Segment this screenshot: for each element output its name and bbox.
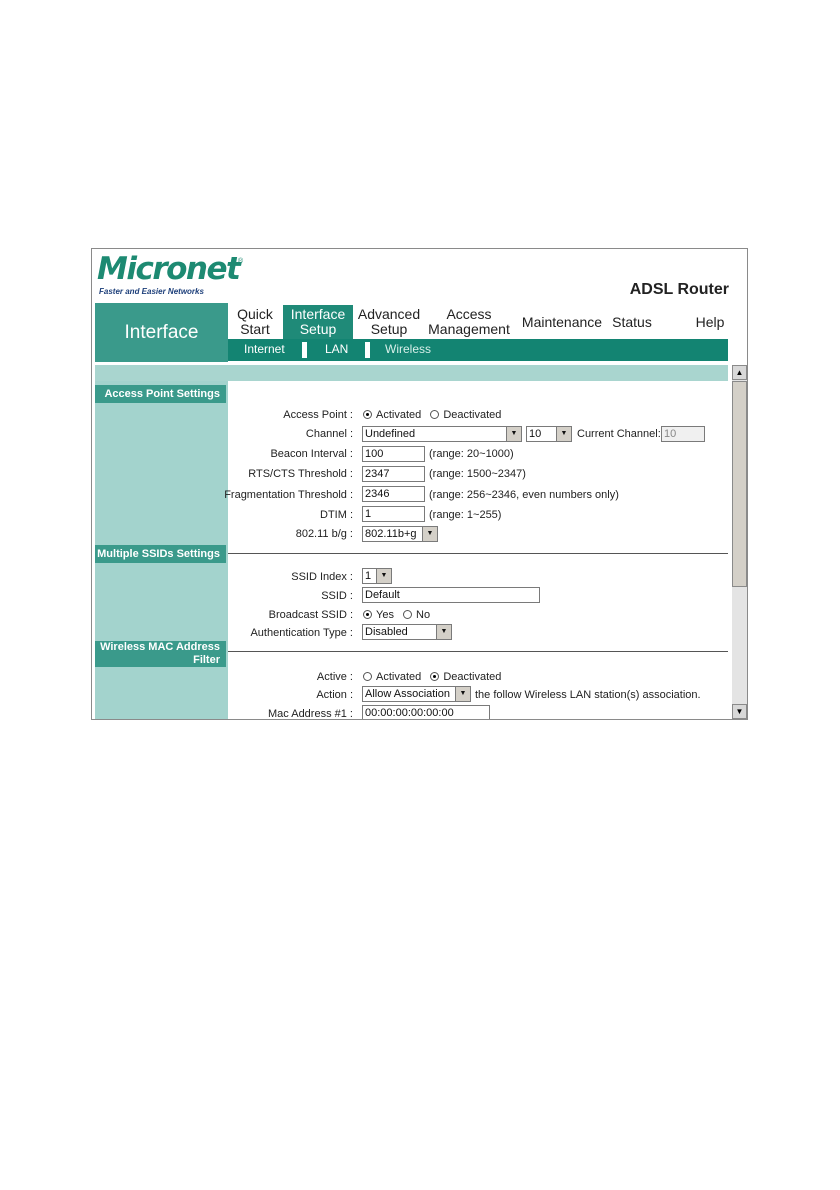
mac-address-1-label: Mac Address #1 : bbox=[268, 708, 353, 719]
submenu-lan[interactable]: LAN bbox=[325, 342, 349, 356]
chevron-down-icon: ▼ bbox=[436, 625, 451, 639]
menu-label-line: Setup bbox=[370, 321, 408, 337]
section-divider bbox=[228, 651, 728, 652]
radio-label: Yes bbox=[376, 609, 394, 621]
beacon-range-hint: (range: 20~1000) bbox=[429, 448, 514, 460]
section-access-point-settings: Access Point Settings bbox=[95, 385, 226, 403]
micronet-logo bbox=[97, 251, 247, 296]
beacon-interval-input[interactable]: 100 bbox=[362, 446, 425, 462]
radio-label: No bbox=[416, 609, 431, 621]
chevron-down-icon: ▼ bbox=[556, 427, 571, 441]
current-channel-label: Current Channel: bbox=[577, 428, 661, 440]
authentication-type-select[interactable] bbox=[362, 624, 452, 640]
scrollbar-thumb[interactable] bbox=[732, 381, 747, 587]
broadcast-no-radio[interactable] bbox=[403, 610, 412, 619]
dtim-range-hint: (range: 1~255) bbox=[429, 509, 502, 521]
wireless-mode-select[interactable] bbox=[362, 526, 438, 542]
chevron-down-icon: ▼ bbox=[376, 569, 391, 583]
fragmentation-threshold-label: Fragmentation Threshold : bbox=[224, 489, 353, 501]
menu-maintenance[interactable]: Maintenance bbox=[521, 313, 603, 330]
menu-label-line: Management bbox=[428, 321, 510, 337]
menu-access-management[interactable] bbox=[426, 305, 512, 339]
scroll-down-arrow-icon[interactable]: ▼ bbox=[732, 704, 747, 719]
current-channel-field: 10 bbox=[661, 426, 705, 442]
menu-label-line: Interface bbox=[290, 306, 346, 322]
radio-label: Activated bbox=[376, 671, 422, 683]
menu-status[interactable]: Status bbox=[612, 313, 652, 330]
chevron-down-icon: ▼ bbox=[506, 427, 521, 441]
mac-filter-action-select[interactable] bbox=[362, 686, 471, 702]
select-value: 802.11b+g bbox=[365, 528, 417, 540]
mac-address-1-input[interactable]: 00:00:00:00:00:00 bbox=[362, 705, 490, 719]
brand-name: Micronet bbox=[97, 251, 240, 287]
select-value: 1 bbox=[365, 570, 372, 582]
rts-threshold-input[interactable]: 2347 bbox=[362, 466, 425, 482]
menu-label-line: Access bbox=[446, 306, 492, 322]
radio-label: Deactivated bbox=[443, 671, 502, 683]
section-mac-filter bbox=[95, 641, 226, 667]
ssid-index-select[interactable] bbox=[362, 568, 392, 584]
content-top-band bbox=[95, 365, 728, 381]
select-value: Undefined bbox=[365, 428, 416, 440]
channel-country-select[interactable] bbox=[362, 426, 522, 442]
ssid-label: SSID : bbox=[321, 590, 353, 602]
menu-label-line: Quick bbox=[237, 306, 273, 322]
fragmentation-threshold-input[interactable]: 2346 bbox=[362, 486, 425, 502]
dtim-input[interactable]: 1 bbox=[362, 506, 425, 522]
menu-quick-start[interactable] bbox=[230, 305, 280, 339]
menu-label-line: Start bbox=[240, 321, 270, 337]
submenu-divider bbox=[365, 342, 370, 358]
mac-filter-action-suffix: the follow Wireless LAN station(s) association. bbox=[475, 689, 701, 701]
submenu-internet[interactable]: Internet bbox=[244, 342, 285, 356]
submenu-wireless[interactable]: Wireless bbox=[385, 342, 432, 356]
chevron-down-icon: ▼ bbox=[455, 687, 470, 701]
section-title-line: Wireless MAC Address bbox=[100, 641, 220, 653]
chevron-down-icon: ▼ bbox=[422, 527, 437, 541]
mac-filter-activated-radio[interactable] bbox=[363, 672, 372, 681]
wireless-settings-panel bbox=[95, 365, 728, 719]
brand-tagline: Faster and Easier Networks bbox=[99, 287, 204, 296]
section-divider bbox=[228, 553, 728, 554]
dtim-label: DTIM : bbox=[320, 509, 353, 521]
menu-help[interactable]: Help bbox=[695, 313, 725, 330]
menu-label-line: Advanced bbox=[357, 306, 421, 322]
nav-section-title: Interface bbox=[95, 303, 228, 362]
submenu-divider bbox=[302, 342, 307, 358]
wireless-mode-label: 802.11 b/g : bbox=[295, 528, 353, 540]
access-point-activated-radio[interactable] bbox=[363, 410, 372, 419]
ssid-index-label: SSID Index : bbox=[291, 571, 353, 583]
menu-advanced-setup[interactable] bbox=[355, 305, 423, 339]
content-scrollbar[interactable] bbox=[732, 365, 747, 719]
registered-mark: ® bbox=[238, 258, 244, 265]
radio-label: Activated bbox=[376, 409, 422, 421]
menu-interface-setup[interactable] bbox=[283, 305, 353, 339]
access-point-label: Access Point : bbox=[283, 409, 353, 421]
rts-threshold-label: RTS/CTS Threshold : bbox=[248, 468, 353, 480]
select-value: Allow Association bbox=[365, 688, 450, 700]
mac-filter-active-label: Active : bbox=[316, 671, 353, 683]
router-web-ui bbox=[91, 248, 748, 720]
broadcast-yes-radio[interactable] bbox=[363, 610, 372, 619]
mac-filter-deactivated-radio[interactable] bbox=[430, 672, 439, 681]
product-name: ADSL Router bbox=[629, 281, 729, 298]
authentication-type-label: Authentication Type : bbox=[250, 627, 353, 639]
beacon-interval-label: Beacon Interval : bbox=[270, 448, 353, 460]
ssid-input[interactable]: Default bbox=[362, 587, 540, 603]
submenu-bar bbox=[228, 339, 728, 361]
menu-label-line: Setup bbox=[299, 321, 337, 337]
section-title-line: Filter bbox=[193, 654, 220, 666]
select-value: 10 bbox=[529, 428, 542, 440]
channel-label: Channel : bbox=[305, 428, 353, 440]
access-point-deactivated-radio[interactable] bbox=[430, 410, 439, 419]
broadcast-ssid-label: Broadcast SSID : bbox=[268, 609, 353, 621]
select-value: Disabled bbox=[365, 626, 408, 638]
radio-label: Deactivated bbox=[443, 409, 502, 421]
fragmentation-range-hint: (range: 256~2346, even numbers only) bbox=[429, 489, 619, 501]
rts-range-hint: (range: 1500~2347) bbox=[429, 468, 526, 480]
mac-filter-action-label: Action : bbox=[316, 689, 353, 701]
scroll-up-arrow-icon[interactable]: ▲ bbox=[732, 365, 747, 380]
main-nav bbox=[92, 303, 747, 362]
section-multiple-ssids: Multiple SSIDs Settings bbox=[95, 545, 226, 563]
channel-number-select[interactable] bbox=[526, 426, 572, 442]
